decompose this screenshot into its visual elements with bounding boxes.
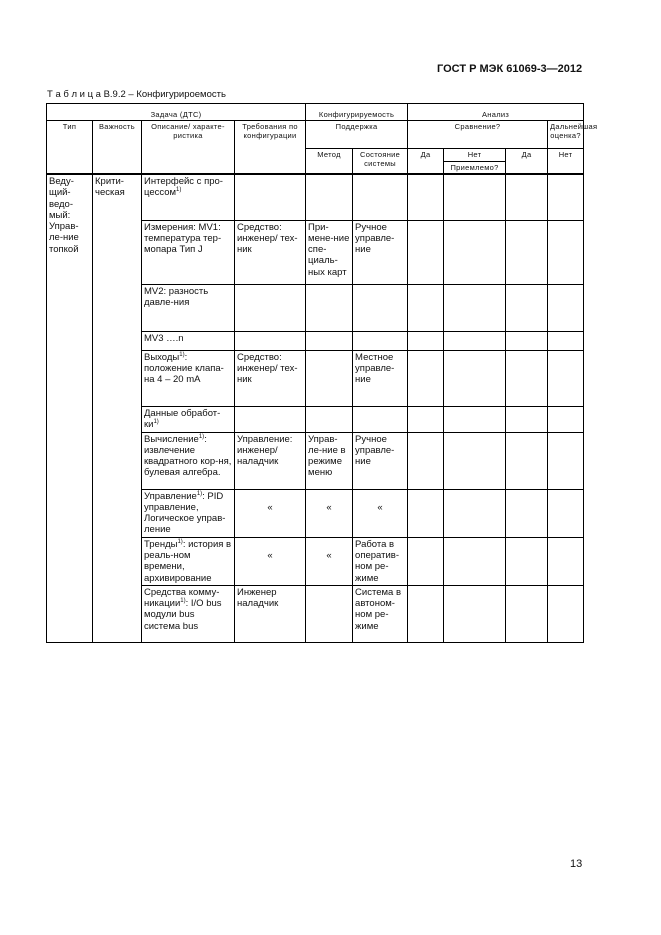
cell-analysis-empty [506,220,548,284]
col-yes: Да [408,149,444,175]
cell-analysis-empty [444,350,506,406]
col-further: Дальнейшая оценка? [548,121,584,149]
cell-analysis-empty [408,406,444,432]
cell-requirements [235,284,306,331]
col-yes2: Да [506,149,548,175]
cell-analysis-empty [506,537,548,585]
col-method: Метод [306,149,353,175]
cell-description: MV2: разность давле-ния [142,284,235,331]
cell-type: Веду-щий-ведо-мый: Управ-ле-ние топкой [47,174,93,642]
standard-title: ГОСТ Р МЭК 61069-3—2012 [437,63,583,75]
cell-method [306,284,353,331]
table-row [47,174,584,220]
cell-analysis-empty [444,432,506,489]
cell-method: « [306,489,353,537]
group-analysis: Анализ [408,104,584,121]
cell-analysis-empty [506,489,548,537]
cell-analysis-empty [548,537,584,585]
cell-requirements: Средство: инженер/ тех-ник [235,350,306,406]
cell-analysis-empty [444,174,506,220]
cell-state [353,331,408,350]
cell-description: Интерфейс с про-цессом$^{1)}$ [142,174,235,220]
cell-analysis-empty [408,331,444,350]
cell-state: Система в автоном-ном ре-жиме [353,585,408,642]
col-no2: Нет [548,149,584,175]
cell-analysis-empty [444,220,506,284]
cell-analysis-empty [506,284,548,331]
cell-description: Выходы$^{1)}$: положение клапа-на 4 – 20 mA [142,350,235,406]
footnote-mark: 1) [179,351,185,358]
cell-description: Измерения: MV1: температура тер-мопара Тип J [142,220,235,284]
cell-analysis-empty [548,331,584,350]
col-requirements: Требования по конфигурации [235,121,306,175]
cell-state: Местное управле-ние [353,350,408,406]
cell-requirements [235,406,306,432]
cell-description: Тренды$^{1)}$: история в реаль-ном времени, архивирование [142,537,235,585]
cell-requirements: Управление: инженер/ наладчик [235,432,306,489]
cell-analysis-empty [506,350,548,406]
cell-analysis-empty [408,489,444,537]
cell-method [306,585,353,642]
cell-analysis-empty [408,350,444,406]
cell-method [306,331,353,350]
col-state: Состояние системы [353,149,408,175]
configurability-table [46,103,598,643]
col-type: Тип [47,121,93,175]
cell-analysis-empty [548,174,584,220]
cell-analysis-empty [548,585,584,642]
cell-state: « [353,489,408,537]
cell-requirements: Инженер наладчик [235,585,306,642]
cell-method [306,350,353,406]
col-no: Нет [444,149,506,162]
group-config: Конфигурируемость [306,104,408,121]
col-importance: Важность [93,121,142,175]
cell-analysis-empty [408,537,444,585]
cell-analysis-empty [548,350,584,406]
cell-analysis-empty [408,284,444,331]
col-description: Описание/ характе-ристика [142,121,235,175]
cell-analysis-empty [548,432,584,489]
footnote-mark: 1) [198,433,205,440]
cell-analysis-empty [506,406,548,432]
group-task: Задача (ДТС) [47,104,306,121]
cell-requirements: « [235,537,306,585]
cell-state: Ручное управле-ние [353,432,408,489]
cell-method: Управ-ле-ние в режиме меню [306,432,353,489]
cell-analysis-empty [444,284,506,331]
cell-analysis-empty [548,489,584,537]
footnote-mark: 1) [176,187,182,194]
cell-analysis-empty [444,585,506,642]
cell-analysis-empty [548,220,584,284]
cell-analysis-empty [408,585,444,642]
cell-state [353,284,408,331]
cell-requirements [235,174,306,220]
cell-analysis-empty [444,489,506,537]
cell-state: Работа в оператив-ном ре-жиме [353,537,408,585]
cell-analysis-empty [444,331,506,350]
footnote-mark: 1) [153,418,159,425]
cell-state [353,406,408,432]
cell-analysis-empty [408,432,444,489]
col-comparison: Сравнение? [408,121,548,149]
cell-analysis-empty [408,174,444,220]
cell-method: При-мене-ние спе-циаль-ных карт [306,220,353,284]
cell-method: « [306,537,353,585]
cell-requirements: « [235,489,306,537]
cell-analysis-empty [408,220,444,284]
cell-description: Средства комму-никации$^{1)}$: I/O bus модули bus система bus [142,585,235,642]
cell-method [306,174,353,220]
cell-analysis-empty [548,284,584,331]
table-caption: Т а б л и ц а B.9.2 – Конфигурироемость [47,89,226,100]
cell-analysis-empty [506,174,548,220]
footnote-mark: 1) [180,598,186,605]
cell-state: Ручное управле-ние [353,220,408,284]
cell-importance: Крити-ческая [93,174,142,642]
cell-analysis-empty [444,537,506,585]
cell-requirements [235,331,306,350]
cell-analysis-empty [444,406,506,432]
col-support: Поддержка [306,121,408,149]
cell-method [306,406,353,432]
cell-analysis-empty [506,585,548,642]
cell-analysis-empty [506,432,548,489]
cell-requirements: Средство: инженер/ тех-ник [235,220,306,284]
footnote-mark: 1) [196,490,203,497]
cell-state [353,174,408,220]
col-acceptable: Приемлемо? [444,162,506,175]
cell-description: Данные обработ-$ки^{1)}$ [142,406,235,432]
page-number: 13 [570,858,583,870]
cell-analysis-empty [506,331,548,350]
cell-description: MV3 ….n [142,331,235,350]
cell-description: Управление$^{1)}$: PID управление, Логическое управ-ление [142,489,235,537]
cell-analysis-empty [548,406,584,432]
footnote-mark: 1) [177,538,183,545]
cell-description: Вычисление$^{1)}$: извлечение квадратного кор-ня, булевая алгебра. [142,432,235,489]
